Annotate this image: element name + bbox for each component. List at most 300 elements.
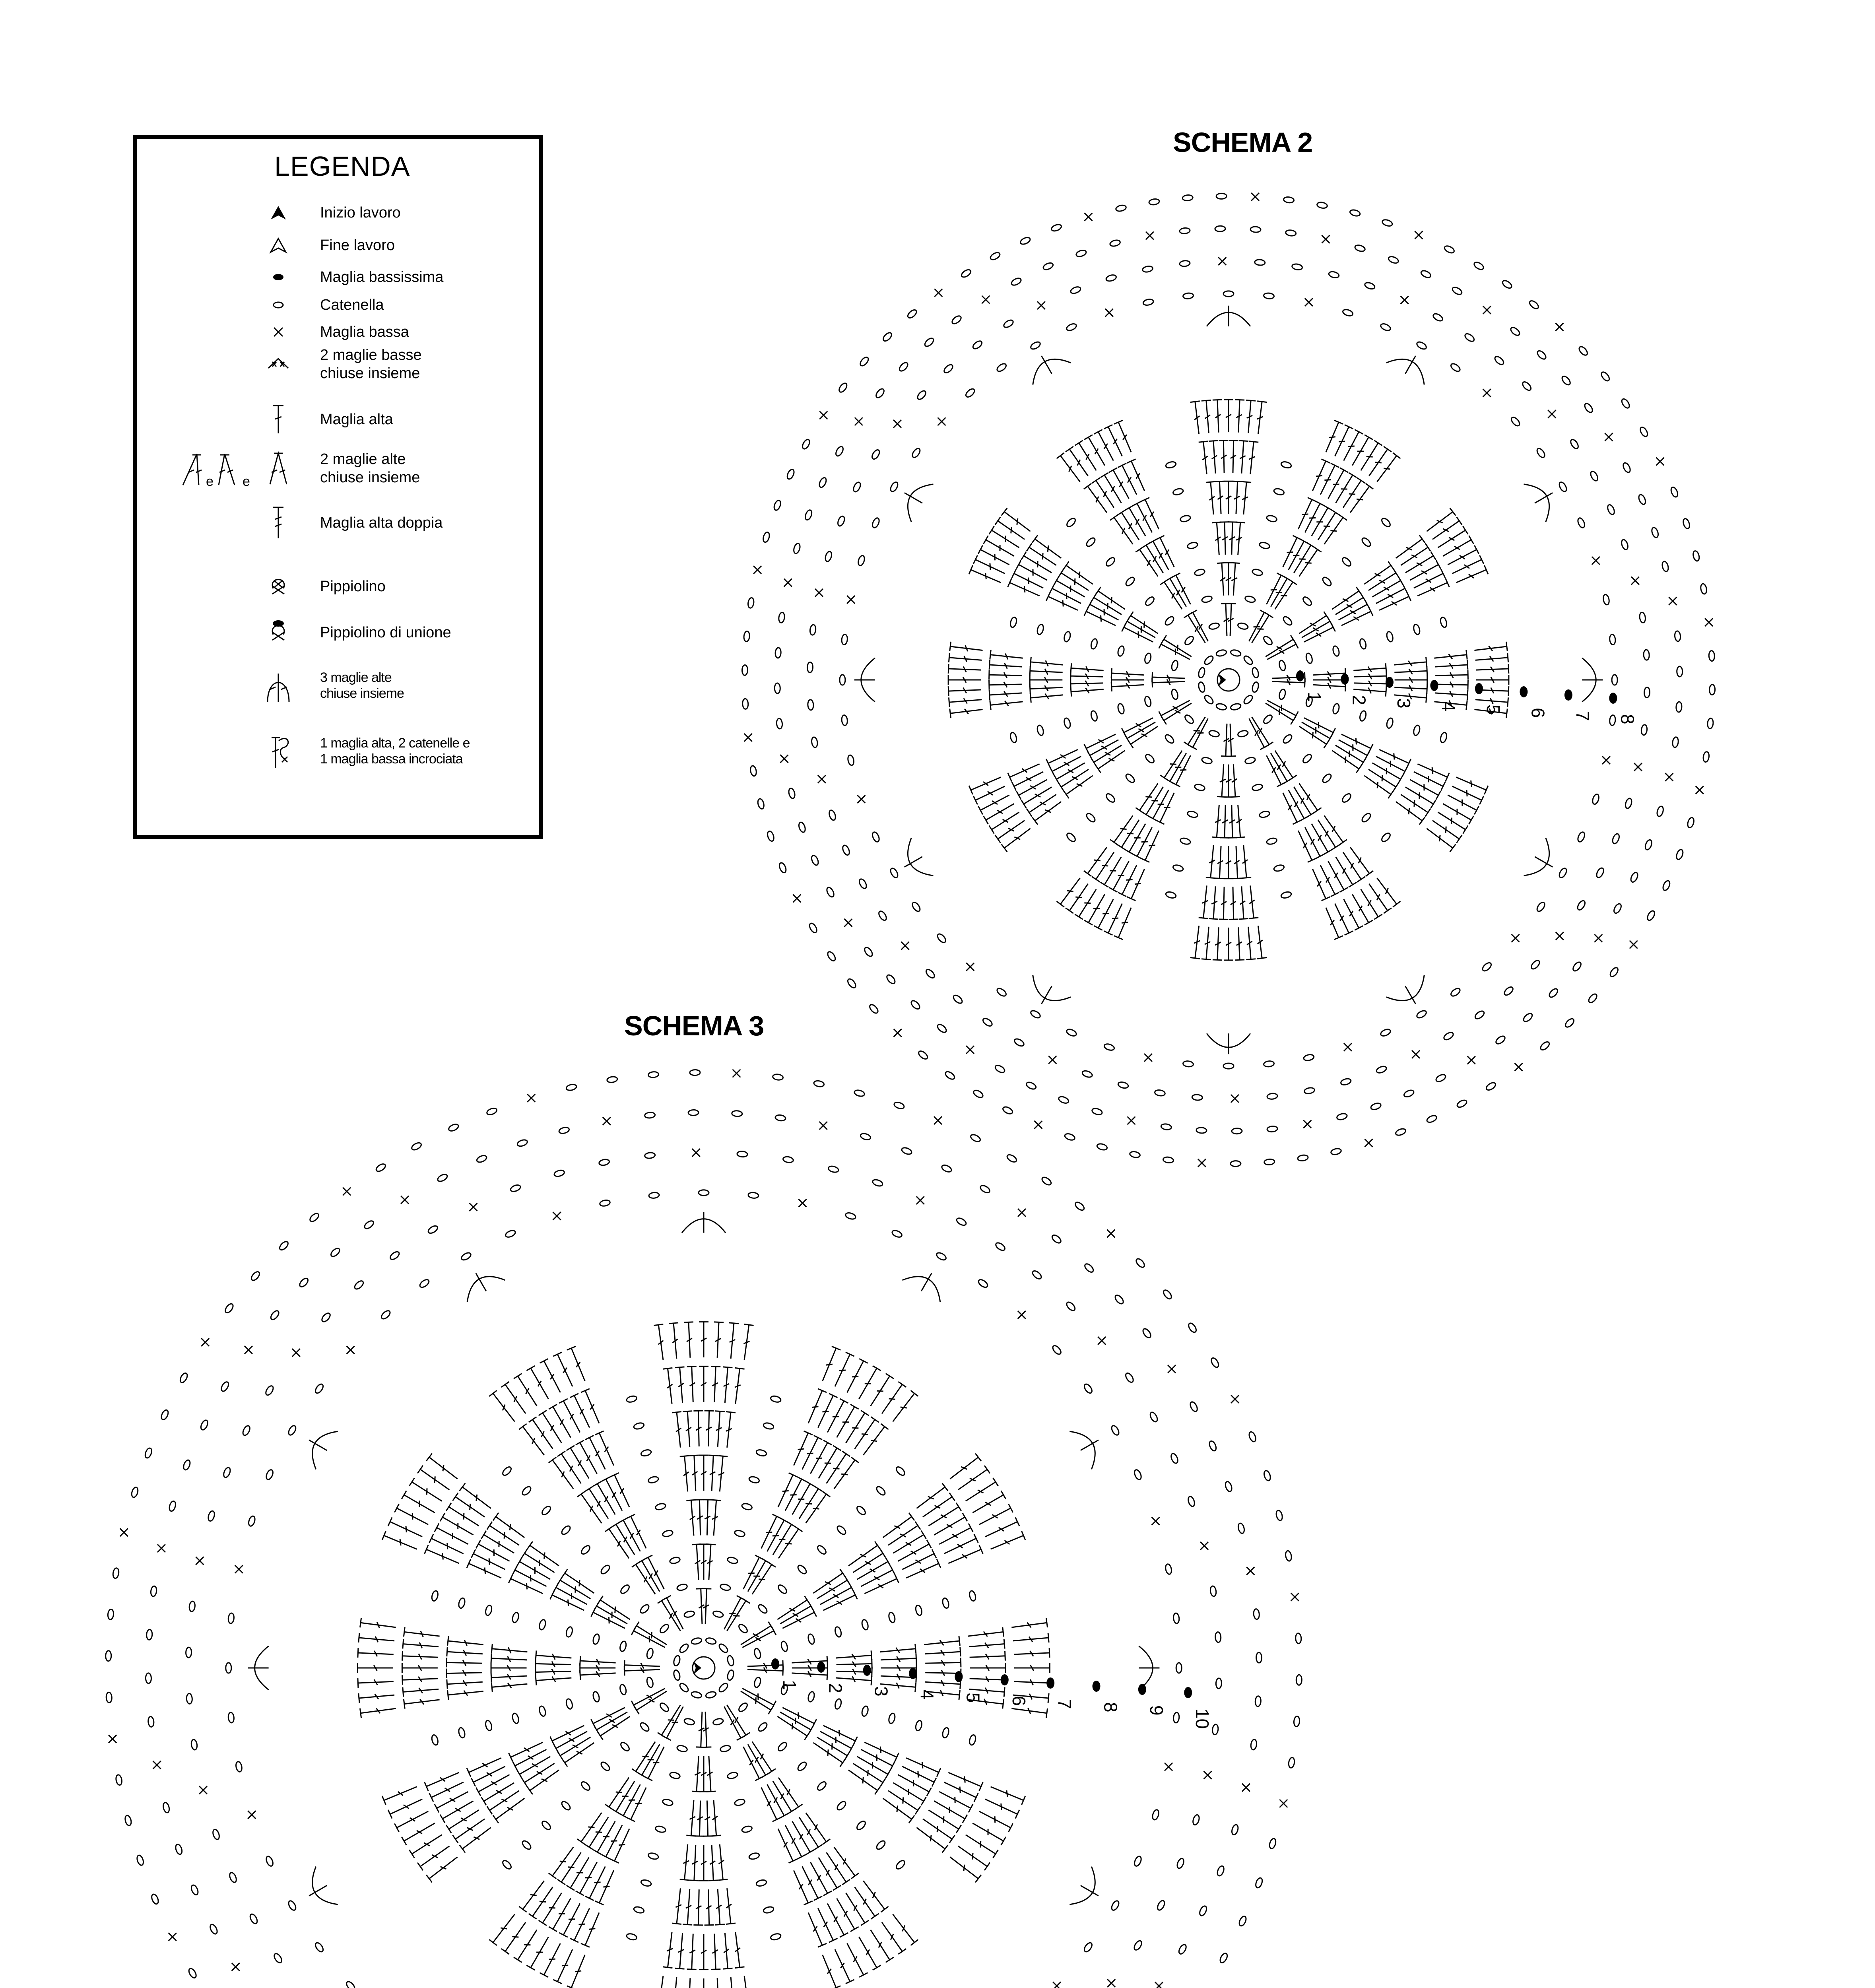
chain-stitch: [1341, 792, 1352, 804]
double-crochet: [1326, 908, 1343, 940]
chain-stitch: [1051, 1234, 1062, 1244]
chain-stitch: [756, 1879, 767, 1887]
double-crochet: [1299, 783, 1322, 813]
double-crochet: [1372, 577, 1403, 597]
double-crochet: [950, 1453, 981, 1479]
chain-stitch: [1413, 724, 1421, 736]
chain-stitch: [600, 1761, 611, 1772]
chain-stitch: [228, 1872, 237, 1883]
chain-stitch: [1224, 1481, 1233, 1492]
chain-stitch: [996, 362, 1007, 373]
chain-stitch: [1376, 1065, 1387, 1074]
legend-label: Catenella: [320, 297, 384, 313]
slip-stitch: [1341, 674, 1349, 685]
chain-stitch: [626, 1395, 637, 1403]
double-crochet: [1141, 831, 1159, 862]
chain-stitch: [1473, 261, 1485, 271]
double-crochet: [706, 1544, 716, 1580]
chain-stitch: [1361, 812, 1372, 823]
double-crochet: [493, 1798, 524, 1823]
double-crochet: [1475, 653, 1508, 662]
double-crochet: [429, 1782, 464, 1802]
chain-stitch: [1187, 1322, 1198, 1334]
double-crochet: [827, 1852, 850, 1885]
double-crochet: [567, 1955, 585, 1988]
double-crochet: [848, 1770, 880, 1794]
double-crochet: [695, 1500, 704, 1536]
dc3tog-fan: [1386, 975, 1424, 1004]
double-crochet: [1242, 845, 1251, 878]
double-crochet: [1172, 573, 1191, 604]
chain-stitch: [1426, 1114, 1437, 1124]
chain-stitch: [639, 1721, 650, 1732]
chain-stitch: [720, 1745, 731, 1753]
double-crochet: [581, 1389, 599, 1423]
single-crochet: [245, 1346, 252, 1354]
chain-stitch: [1164, 733, 1175, 744]
double-crochet: [1190, 401, 1200, 434]
chain-stitch: [1602, 594, 1610, 605]
double-crochet: [939, 1792, 973, 1812]
chain-stitch: [726, 1655, 734, 1667]
chain-stitch: [1192, 1094, 1203, 1101]
chain-stitch: [676, 1583, 688, 1591]
chain-stitch: [782, 1156, 794, 1163]
double-crochet: [1209, 886, 1218, 919]
double-crochet: [1219, 441, 1228, 473]
single-crochet: [1231, 1095, 1239, 1103]
chain-stitch: [1149, 198, 1160, 206]
single-crochet: [1515, 1063, 1523, 1071]
single-crochet: [744, 734, 752, 742]
chain-stitch: [835, 445, 844, 457]
single-crochet: [553, 1212, 561, 1220]
double-crochet: [1233, 481, 1242, 514]
double-crochet: [1030, 675, 1062, 685]
chain-stitch: [1558, 481, 1568, 493]
chain-stitch: [1687, 817, 1695, 828]
chain-stitch: [228, 1613, 235, 1623]
chain-stitch: [1342, 309, 1354, 317]
double-crochet: [1313, 675, 1346, 685]
chain-stitch: [1609, 966, 1619, 978]
double-crochet: [491, 1654, 527, 1663]
double-crochet: [1220, 805, 1229, 838]
single-crochet: [201, 1338, 209, 1346]
chain-stitch: [1182, 194, 1193, 201]
chain-stitch: [841, 715, 848, 726]
chain-stitch: [838, 382, 848, 393]
single-crochet: [1107, 1979, 1115, 1987]
chain-stitch: [1237, 730, 1249, 738]
double-crochet: [1231, 764, 1240, 797]
double-crochet: [1030, 657, 1063, 667]
single-crochet: [1555, 323, 1563, 331]
double-crochet: [1110, 515, 1133, 544]
chain-stitch: [770, 1933, 782, 1941]
double-crochet: [1476, 664, 1508, 674]
chain-stitch: [501, 1466, 512, 1477]
chain-stitch: [1273, 864, 1285, 872]
chain-stitch: [1019, 236, 1031, 246]
chain-stitch: [776, 718, 782, 729]
chain-stitch: [757, 1603, 768, 1614]
chain-stitch: [1250, 226, 1261, 233]
chain-stitch: [678, 1682, 689, 1693]
double-crochet: [1030, 693, 1063, 703]
double-crochet: [861, 1749, 895, 1770]
double-crochet: [1054, 763, 1085, 783]
double-crochet: [1213, 927, 1222, 960]
double-crochet: [644, 1555, 664, 1589]
chain-stitch: [977, 1278, 989, 1289]
chain-stitch: [1380, 517, 1392, 528]
chain-stitch: [485, 1720, 493, 1732]
chain-stitch: [818, 477, 827, 489]
double-crochet: [1396, 802, 1425, 825]
chain-stitch: [1154, 1089, 1165, 1097]
chain-stitch: [1198, 681, 1205, 693]
chain-stitch: [619, 1684, 627, 1695]
chain-stitch: [287, 1900, 297, 1912]
chain-stitch: [1672, 737, 1679, 748]
chain-stitch: [1144, 696, 1152, 707]
chain-stitch: [916, 389, 927, 401]
double-crochet: [827, 1903, 848, 1937]
chain-stitch: [521, 1839, 532, 1850]
double-crochet: [360, 1618, 396, 1628]
chain-stitch: [175, 1844, 183, 1855]
double-crochet: [1050, 756, 1081, 775]
slip-stitch: [1475, 683, 1483, 694]
double-crochet: [672, 1888, 681, 1924]
chain-stitch: [1161, 1123, 1172, 1130]
chain-stitch: [1064, 1133, 1075, 1142]
double-crochet: [610, 1473, 629, 1507]
dc3tog-fan: [854, 658, 875, 702]
double-crochet: [1002, 829, 1031, 852]
double-crochet: [888, 1522, 920, 1545]
double-crochet: [591, 1708, 625, 1728]
double-crochet: [847, 1359, 868, 1392]
double-crochet: [580, 1670, 616, 1680]
legend-label: Maglia bassissima: [320, 269, 444, 285]
chain-stitch: [1639, 426, 1649, 438]
chain-stitch: [1109, 239, 1121, 247]
chain-stitch: [1051, 1344, 1062, 1356]
double-crochet: [404, 1627, 439, 1637]
double-crochet: [792, 1821, 814, 1854]
chain-stitch: [871, 448, 881, 460]
chain-stitch: [989, 251, 1001, 261]
double-crochet: [836, 1650, 872, 1660]
double-crochet: [948, 675, 981, 685]
single-crochet: [1344, 1043, 1352, 1051]
chain-stitch: [813, 1080, 825, 1087]
dc3tog-fan: [1069, 1867, 1099, 1905]
chain-stitch: [1210, 1586, 1217, 1597]
double-crochet: [1050, 584, 1081, 603]
chain-stitch: [969, 1734, 976, 1746]
single-crochet: [815, 589, 823, 597]
double-crochet: [1229, 887, 1238, 919]
double-crochet: [593, 1481, 615, 1514]
chain-stitch: [982, 1017, 993, 1027]
double-crochet: [403, 1639, 439, 1649]
chain-stitch: [1450, 362, 1461, 373]
double-crochet: [491, 1663, 526, 1673]
chain-stitch: [1606, 504, 1615, 515]
double-crochet: [1095, 587, 1125, 609]
single-crochet: [1512, 934, 1520, 942]
single-crochet: [1322, 235, 1330, 243]
single-crochet: [1204, 1771, 1212, 1779]
schema-3-title: SCHEMA 3: [624, 1010, 764, 1041]
double-crochet: [1326, 420, 1343, 452]
double-crochet: [1376, 584, 1407, 603]
chain-stitch: [662, 1798, 674, 1806]
chain-stitch: [1536, 349, 1547, 361]
chain-stitch: [485, 1605, 493, 1616]
double-crochet: [705, 1889, 714, 1925]
chain-stitch: [1283, 196, 1295, 203]
double-crochet: [1266, 755, 1285, 787]
double-crochet: [1011, 1708, 1047, 1718]
double-crochet: [1054, 577, 1085, 597]
chain-stitch: [659, 1702, 670, 1713]
chain-stitch: [1643, 650, 1650, 660]
chain-stitch: [1133, 1469, 1142, 1480]
double-crochet: [1332, 587, 1362, 609]
double-crochet: [1231, 563, 1240, 596]
chain-stitch: [828, 1165, 839, 1173]
double-crochet: [1058, 569, 1089, 590]
double-crochet: [1246, 927, 1256, 960]
single-crochet: [1548, 410, 1556, 418]
single-crochet: [938, 417, 945, 425]
chain-stitch: [1328, 271, 1340, 279]
double-crochet: [806, 1813, 830, 1844]
chain-stitch: [648, 1072, 659, 1078]
single-crochet: [966, 963, 974, 971]
chain-stitch: [380, 1309, 392, 1320]
chain-stitch: [1278, 689, 1286, 700]
chain-stitch: [448, 1123, 459, 1132]
chain-stitch: [777, 1584, 788, 1595]
chain-stitch: [1141, 1328, 1152, 1339]
chain-stitch: [1074, 1201, 1085, 1211]
single-crochet: [855, 417, 863, 425]
chain-stitch: [1031, 1270, 1043, 1280]
double-crochet: [489, 1914, 514, 1945]
double-crochet: [1435, 680, 1468, 690]
chain-stitch: [655, 1503, 666, 1510]
chain-stitch: [1025, 1081, 1037, 1091]
double-crochet: [808, 1912, 827, 1947]
double-crochet: [979, 1504, 1013, 1524]
chain-stitch: [144, 1447, 153, 1459]
chain-stitch: [1432, 313, 1444, 322]
chain-stitch: [1292, 263, 1303, 270]
chain-stitch: [1440, 732, 1448, 744]
single-crochet: [1415, 231, 1423, 239]
single-crochet: [819, 411, 827, 419]
single-crochet: [780, 755, 788, 763]
chain-stitch: [1133, 1939, 1143, 1951]
double-crochet: [806, 1491, 830, 1523]
chain-stitch: [182, 1459, 192, 1471]
chain-stitch: [1198, 667, 1205, 679]
chain-stitch: [1075, 249, 1087, 258]
double-crochet: [448, 1690, 483, 1700]
chain-stitch: [856, 1820, 867, 1831]
double-crochet: [1228, 805, 1237, 838]
chain-stitch: [882, 331, 893, 342]
chain-stitch: [1110, 1900, 1120, 1912]
double-crochet: [687, 1934, 697, 1970]
chain-stitch: [273, 1952, 283, 1964]
chain-stitch: [676, 1745, 688, 1753]
single-crochet: [1146, 232, 1154, 240]
double-crochet: [819, 1446, 841, 1479]
double-crochet: [923, 1493, 955, 1517]
double-crochet: [669, 1323, 678, 1359]
double-crochet: [1135, 783, 1158, 813]
chain-stitch: [875, 1839, 886, 1850]
double-crochet: [570, 1908, 589, 1942]
double-crochet: [693, 1889, 703, 1925]
chain-stitch: [1364, 282, 1376, 290]
double-crochet: [888, 1791, 920, 1815]
chain-stitch: [1063, 631, 1071, 643]
double-crochet: [1350, 847, 1373, 876]
double-crochet: [686, 1500, 696, 1536]
double-crochet: [1111, 682, 1144, 691]
double-crochet: [1305, 501, 1324, 532]
chain-stitch: [1503, 986, 1514, 997]
single-crochet: [1198, 1159, 1206, 1167]
double-crochet: [893, 1783, 926, 1806]
double-crochet: [1021, 787, 1052, 808]
chain-stitch: [1561, 375, 1572, 386]
chain-stitch: [955, 1217, 967, 1227]
legend-label: Maglia alta: [320, 411, 393, 428]
slip-stitch: [1564, 689, 1572, 701]
double-crochet: [712, 1800, 721, 1836]
chain-stitch: [619, 1741, 631, 1752]
chain-stitch: [1576, 831, 1586, 843]
double-crochet: [570, 1394, 589, 1428]
single-crochet: [784, 579, 792, 587]
double-crochet: [404, 1699, 439, 1709]
chain-stitch: [1264, 293, 1274, 299]
double-crochet: [1114, 908, 1131, 940]
double-crochet: [522, 1763, 555, 1786]
chain-stitch: [1359, 710, 1367, 722]
chain-stitch: [673, 1670, 681, 1681]
double-crochet: [1417, 764, 1449, 781]
double-crochet: [881, 1654, 916, 1663]
double-crochet: [453, 1493, 485, 1517]
chain-stitch: [810, 854, 819, 866]
single-crochet: [232, 1963, 240, 1971]
chain-stitch: [1187, 1496, 1196, 1507]
single-crochet: [753, 566, 761, 574]
chain-stitch: [1081, 1070, 1093, 1078]
chain-stitch: [868, 1003, 879, 1015]
chain-stitch: [538, 1705, 546, 1717]
double-crochet: [1014, 1663, 1050, 1673]
double-crochet: [1224, 481, 1233, 514]
dc3tog-fan: [309, 1431, 338, 1469]
double-crochet: [446, 1658, 482, 1667]
chain-stitch: [1254, 1877, 1263, 1889]
double-crochet: [689, 1845, 699, 1881]
double-crochet: [1217, 764, 1227, 797]
chain-stitch: [189, 1601, 196, 1611]
chain-stitch: [560, 1524, 571, 1536]
double-crochet: [562, 1569, 594, 1593]
chain-stitch: [1066, 517, 1077, 528]
chain-stitch: [836, 1800, 847, 1811]
chain-stitch: [1002, 1106, 1014, 1115]
double-crochet: [703, 1801, 713, 1837]
chain-stitch: [943, 363, 954, 375]
double-crochet: [1152, 678, 1185, 687]
chain-stitch: [1058, 1095, 1069, 1105]
single-crochet: [1034, 1121, 1042, 1129]
single-crochet: [1412, 1050, 1420, 1058]
legend-title: LEGENDA: [274, 151, 410, 182]
chain-stitch: [633, 1906, 645, 1914]
double-crochet: [536, 1676, 571, 1685]
double-crochet: [425, 1545, 459, 1563]
chain-stitch: [911, 901, 922, 912]
double-crochet: [585, 1817, 608, 1850]
double-crochet: [893, 1914, 918, 1945]
double-crochet: [467, 1758, 501, 1776]
double-crochet: [435, 1792, 468, 1812]
double-crochet: [1246, 400, 1256, 433]
chain-stitch: [1305, 652, 1313, 664]
double-crochet: [1122, 623, 1153, 642]
round-label: 10: [1192, 1708, 1213, 1729]
double-crochet: [778, 1829, 797, 1863]
chain-stitch: [718, 1642, 729, 1654]
chain-stitch: [599, 1199, 610, 1207]
chain-stitch: [639, 1603, 650, 1614]
double-crochet: [978, 546, 1009, 565]
chain-stitch: [1558, 867, 1568, 879]
chain-stitch: [1041, 1176, 1052, 1186]
double-crochet: [726, 1888, 736, 1924]
chain-stitch: [847, 755, 855, 766]
chain-stitch: [1165, 891, 1177, 899]
chain-stitch: [1380, 322, 1391, 332]
chain-stitch: [1273, 488, 1285, 496]
double-crochet: [696, 1712, 706, 1747]
chain-stitch: [1124, 773, 1135, 784]
double-crochet: [1057, 453, 1080, 482]
single-crochet: [169, 1933, 177, 1941]
double-crochet: [402, 1651, 438, 1661]
double-crochet: [970, 1675, 1005, 1685]
chain-stitch: [1709, 650, 1715, 661]
chain-stitch: [718, 1682, 729, 1693]
double-crochet: [467, 1559, 501, 1578]
double-crochet: [778, 1778, 802, 1810]
chain-stitch: [859, 356, 870, 367]
